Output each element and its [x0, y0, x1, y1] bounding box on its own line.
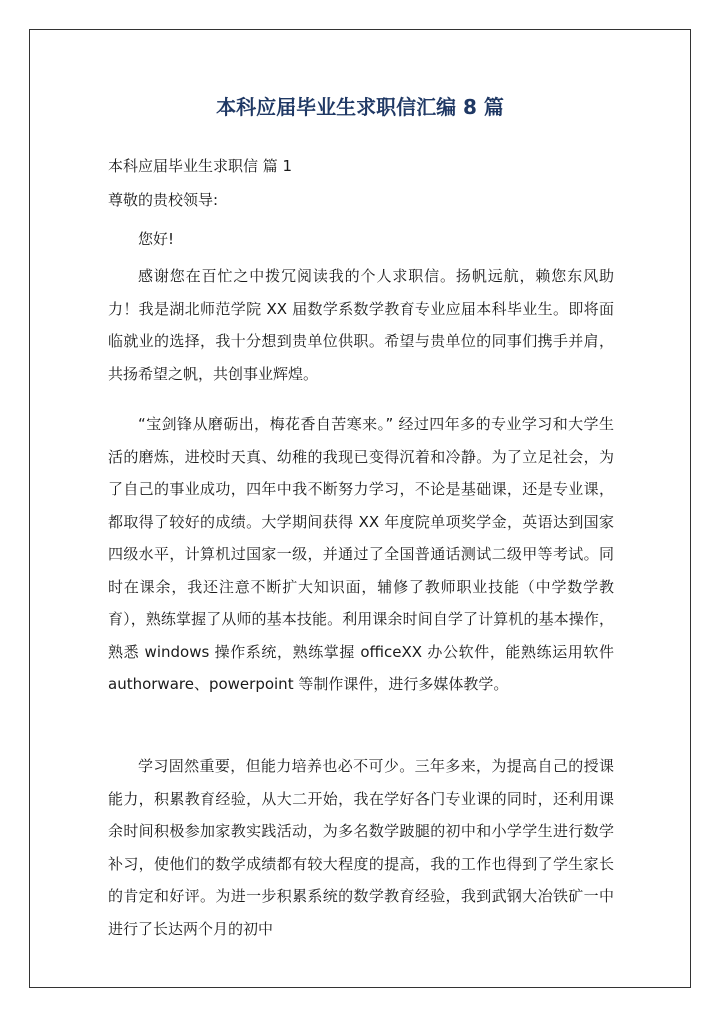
paragraph-2: “宝剑锋从磨砺出，梅花香自苦寒来。” 经过四年多的专业学习和大学生活的磨炼，进校时天真、幼稚的我现已变得沉着和冷静。为了立足社会，为了自己的事业成功，四年中我不断努力学习，不论是基础课，还是专业课，都取得了较好的成绩。大学期间获得 XX 年度院单项奖学金，英语达到国家四级水平，计算机过国家一级，并通过了全国普通话测试二级甲等考试。同时在课余，我还注意不断扩大知识面，辅修了教师职业技能（中学数学教育），熟练掌握了从师的基本技能。利用课余时间自学了计算机的基本操作，熟悉 windows 操作系统，熟练掌握 officeXX 办公软件，能熟练运用软件 authorware、powerpoint 等制作课件，进行多媒体教学。 [108, 415, 614, 693]
document-title: 本科应届毕业生求职信汇编 8 篇 [216, 95, 504, 119]
salutation: 尊敬的贵校领导: [108, 191, 219, 209]
paragraph-3: 学习固然重要，但能力培养也必不可少。三年多来，为提高自己的授课能力，积累教育经验，从大二开始，我在学好各门专业课的同时，还利用课余时间积极参加家教实践活动，为多名数学跛腿的初中和小学学生进行数学补习，使他们的数学成绩都有较大程度的提高，我的工作也得到了学生家长的肯定和好评。为进一步积累系统的数学教育经验，我到武钢大冶铁矿一中进行了长达两个月的初中 [108, 757, 614, 938]
greeting: 您好! [138, 230, 175, 248]
paragraph-1: 感谢您在百忙之中拨冗阅读我的个人求职信。扬帆远航，赖您东风助力！我是湖北师范学院 XX 届数学系数学教育专业应届本科毕业生。即将面临就业的选择，我十分想到贵单位供职。希望与贵单位的同事们携手并肩，共扬希望之帆，共创事业辉煌。 [108, 267, 614, 383]
section-heading: 本科应届毕业生求职信 篇 1 [108, 157, 293, 175]
